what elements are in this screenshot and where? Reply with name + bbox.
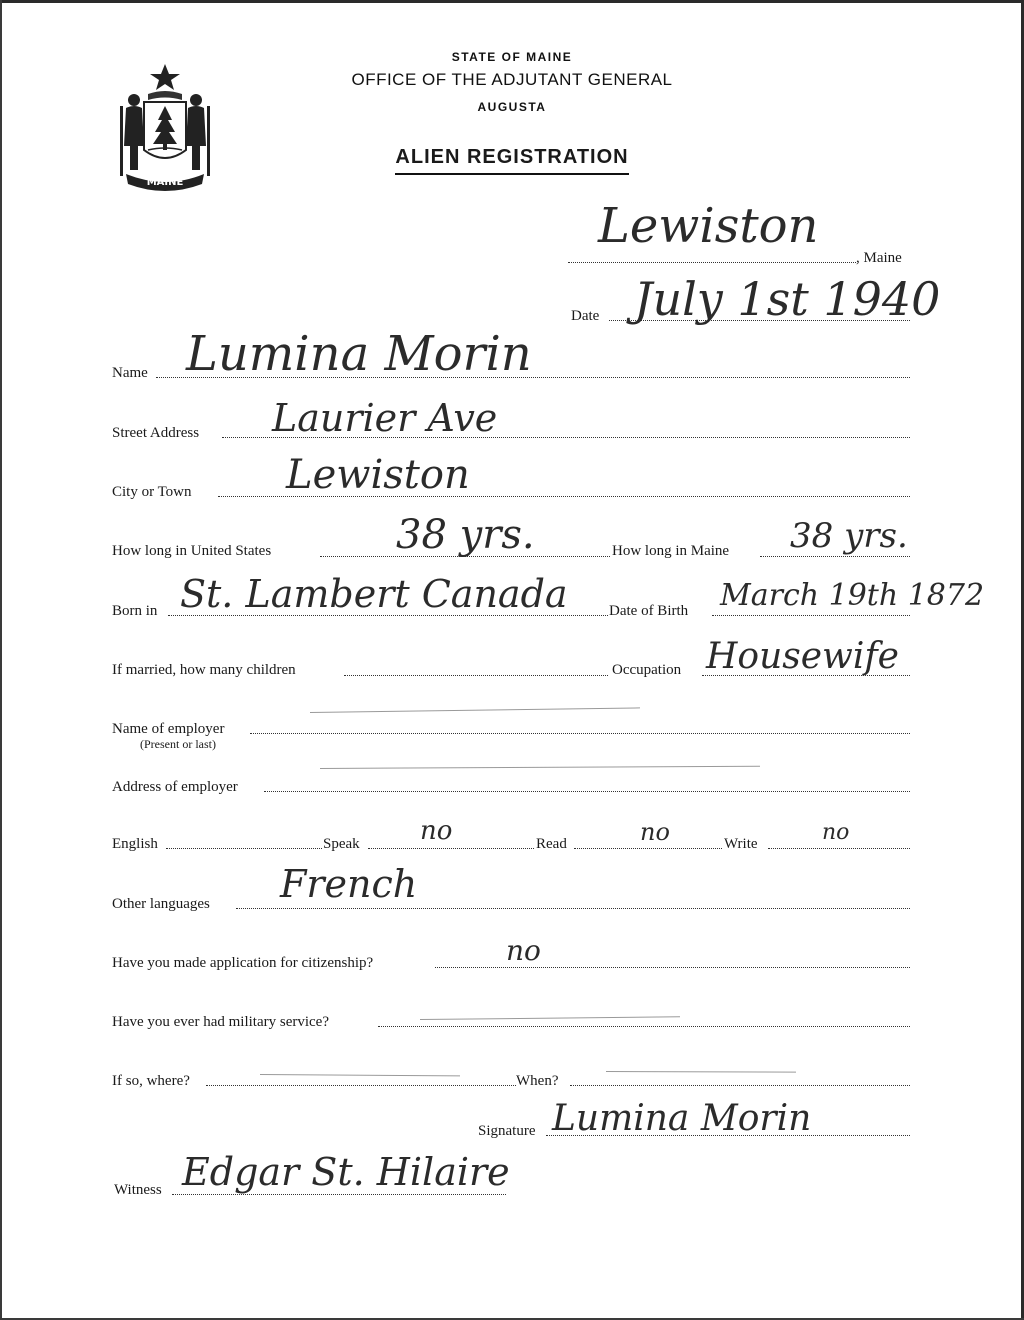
witness-line xyxy=(172,1194,506,1195)
employer-address-line xyxy=(264,791,910,792)
born-in-value: St. Lambert Canada xyxy=(180,572,568,616)
city-label: City or Town xyxy=(112,484,192,500)
how-long-us-value: 38 yrs. xyxy=(396,512,535,558)
header-city: AUGUSTA xyxy=(477,100,547,114)
date-value: July 1st 1940 xyxy=(634,272,941,326)
town-line xyxy=(568,262,856,263)
date-of-birth-label: Date of Birth xyxy=(609,603,689,619)
witness-label: Witness xyxy=(114,1182,162,1198)
header-state: STATE OF MAINE xyxy=(451,50,573,64)
how-long-maine-value: 38 yrs. xyxy=(790,516,908,556)
when-line xyxy=(570,1085,910,1086)
other-languages-label: Other languages xyxy=(112,896,210,912)
town-value: Lewiston xyxy=(598,198,819,254)
scan-border-top xyxy=(0,0,1024,3)
english-line xyxy=(166,848,322,849)
children-line xyxy=(344,675,608,676)
military-label: Have you ever had military service? xyxy=(112,1014,329,1030)
header-office: OFFICE OF THE ADJUTANT GENERAL xyxy=(351,70,673,89)
occupation-value: Housewife xyxy=(706,636,899,677)
how-long-us-label: How long in United States xyxy=(112,543,272,559)
employer-address-label: Address of employer xyxy=(112,779,238,795)
military-line xyxy=(378,1026,910,1027)
how-long-maine-label: How long in Maine xyxy=(612,543,730,559)
where-label: If so, where? xyxy=(112,1073,190,1089)
other-languages-value: French xyxy=(280,862,418,906)
citizenship-line xyxy=(435,967,910,968)
read-value: no xyxy=(640,818,670,846)
read-label: Read xyxy=(536,836,567,852)
how-long-maine-line xyxy=(760,556,910,557)
name-value: Lumina Morin xyxy=(186,326,532,382)
speak-line xyxy=(368,848,534,849)
citizenship-label: Have you made application for citizenship? xyxy=(112,955,374,971)
write-line xyxy=(768,848,910,849)
where-line xyxy=(206,1085,516,1086)
when-label: When? xyxy=(516,1073,559,1089)
date-of-birth-line xyxy=(712,615,910,616)
witness-value: Edgar St. Hilaire xyxy=(182,1150,510,1194)
form-title: ALIEN REGISTRATION xyxy=(395,146,628,175)
children-label: If married, how many children xyxy=(112,662,296,678)
write-label: Write xyxy=(724,836,758,852)
signature-label: Signature xyxy=(478,1123,536,1139)
citizenship-value: no xyxy=(506,934,541,967)
date-of-birth-value: March 19th 1872 xyxy=(720,578,985,613)
town-suffix: , Maine xyxy=(856,250,902,266)
read-line xyxy=(574,848,722,849)
city-value: Lewiston xyxy=(286,452,470,498)
svg-text:MAINE: MAINE xyxy=(146,177,184,188)
employer-name-line xyxy=(250,733,910,734)
signature-value: Lumina Morin xyxy=(552,1098,812,1139)
speak-value: no xyxy=(420,816,453,846)
occupation-label: Occupation xyxy=(612,662,682,678)
street-address-value: Laurier Ave xyxy=(272,396,498,440)
scan-border-left xyxy=(0,0,2,1320)
other-languages-line xyxy=(236,908,910,909)
speak-label: Speak xyxy=(323,836,360,852)
born-in-label: Born in xyxy=(112,603,158,619)
street-address-label: Street Address xyxy=(112,425,200,441)
write-value: no xyxy=(822,820,850,845)
employer-name-label: Name of employer xyxy=(112,721,225,737)
name-label: Name xyxy=(112,365,148,381)
date-label: Date xyxy=(571,308,600,324)
english-label: English xyxy=(112,836,158,852)
employer-name-sublabel: (Present or last) xyxy=(140,737,216,751)
